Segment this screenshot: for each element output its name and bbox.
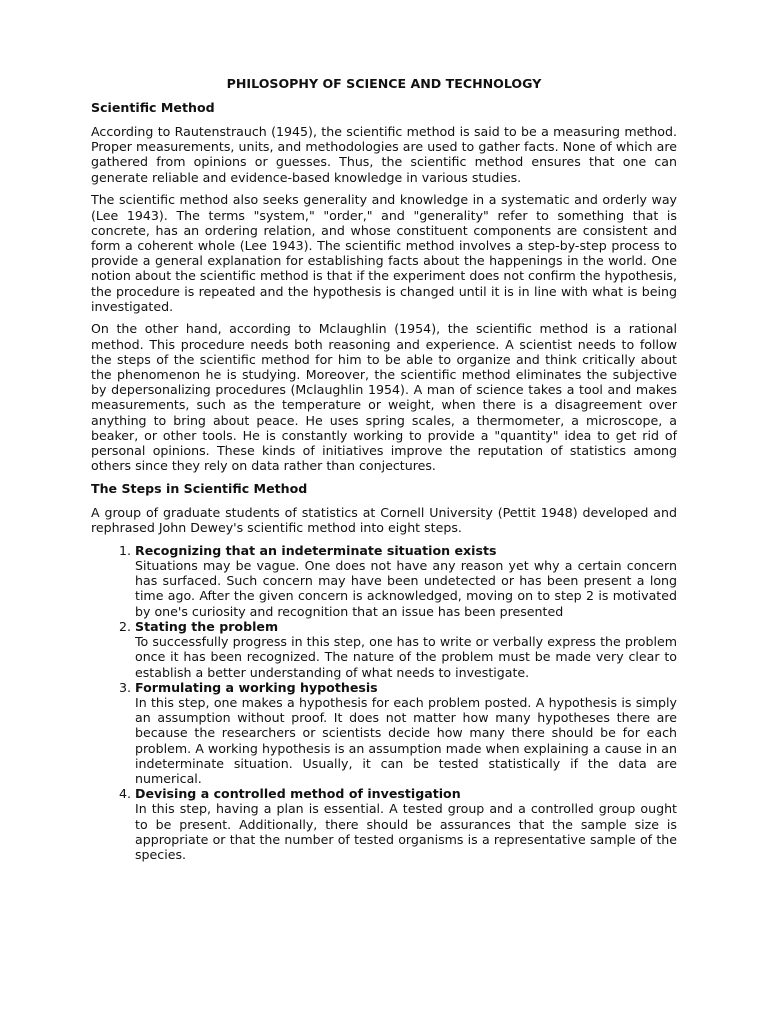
step-title: 3. Formulating a working hypothesis xyxy=(135,679,378,695)
list-item xyxy=(135,680,677,786)
paragraph: According to Rautenstrauch (1945), the scientific method is said to be a measuring method. Proper measurements, units, and methodologies are used to gather facts. None of which are gathered from opinions or guesses. Thus, the scientific method ensures that one can generate reliable and evidence-based knowledge in various studies. xyxy=(91,124,677,185)
page-title: PHILOSOPHY OF SCIENCE AND TECHNOLOGY xyxy=(226,76,542,91)
step-body: To successfully progress in this step, one has to write or verbally express the problem once it has been recognized. The nature of the problem must be made very clear to establish a better understanding of what needs to investigate. xyxy=(135,634,677,680)
list-item xyxy=(135,786,677,862)
step-title: 4. Devising a controlled method of investigation xyxy=(135,786,461,802)
step-body: In this step, having a plan is essential. A tested group and a controlled group ought to be present. Additionally, there should be assurances that the sample size is appropriate or that the number of tested organisms is a representative sample of the species. xyxy=(135,801,677,862)
list-item xyxy=(135,619,677,680)
list-item xyxy=(135,543,677,619)
section-heading-steps: The Steps in Scientific Method xyxy=(91,480,308,496)
steps-intro-paragraph: A group of graduate students of statistics at Cornell University (Pettit 1948) developed and rephrased John Dewey's scientific method into eight steps. xyxy=(91,504,677,536)
step-body: In this step, one makes a hypothesis for each problem posted. A hypothesis is simply an assumption without proof. It does not matter how many hypotheses there are because the researchers or scientists decide how many there should be for each problem. A working hypothesis is an assumption made when explaining a cause in an indeterminate situation. Usually, it can be tested statistically if the data are numerical. xyxy=(135,694,677,786)
steps-list xyxy=(91,543,677,862)
step-body: Situations may be vague. One does not have any reason yet why a certain concern has surfaced. Such concern may have been undetected or has been present a long time ago. After the given concern is acknowledged, moving on to step 2 is motivated by one's curiosity and recognition that an issue has been presented xyxy=(135,558,677,619)
section-heading-scientific-method: Scientific Method xyxy=(91,100,215,115)
paragraph: On the other hand, according to Mclaughlin (1954), the scientific method is a rational method. This procedure needs both reasoning and experience. A scientist needs to follow the steps of the scientific method for him to be able to organize and think critically about the phenomenon he is studying. Moreover, the scientific method eliminates the subjective by depersonalizing procedures (Mclaughlin 1954). A man of science takes a tool and makes measurements, such as the temperature or weight, when there is a disagreement over anything to bring about peace. He uses spring scales, a thermometer, a microscope, a beaker, or other tools. He is constantly working to provide a "quantity" idea to get rid of personal opinions. These kinds of initiatives improve the reputation of statistics among others since they rely on data rather than conjectures. xyxy=(91,321,677,474)
paragraph: The scientific method also seeks generality and knowledge in a systematic and orderly way (Lee 1943). The terms "system," "order," and "generality" refer to something that is concrete, has an ordering relation, and whose constituent components are consistent and form a coherent whole (Lee 1943). The scientific method involves a step-by-step process to provide a general explanation for establishing facts about the happenings in the world. One notion about the scientific method is that if the experiment does not confirm the hypothesis, the procedure is repeated and the hypothesis is changed until it is in line with what is being investigated. xyxy=(91,192,677,314)
step-title: 2. Stating the problem xyxy=(135,618,279,634)
step-title: 1. Recognizing that an indeterminate situation exists xyxy=(135,542,497,558)
